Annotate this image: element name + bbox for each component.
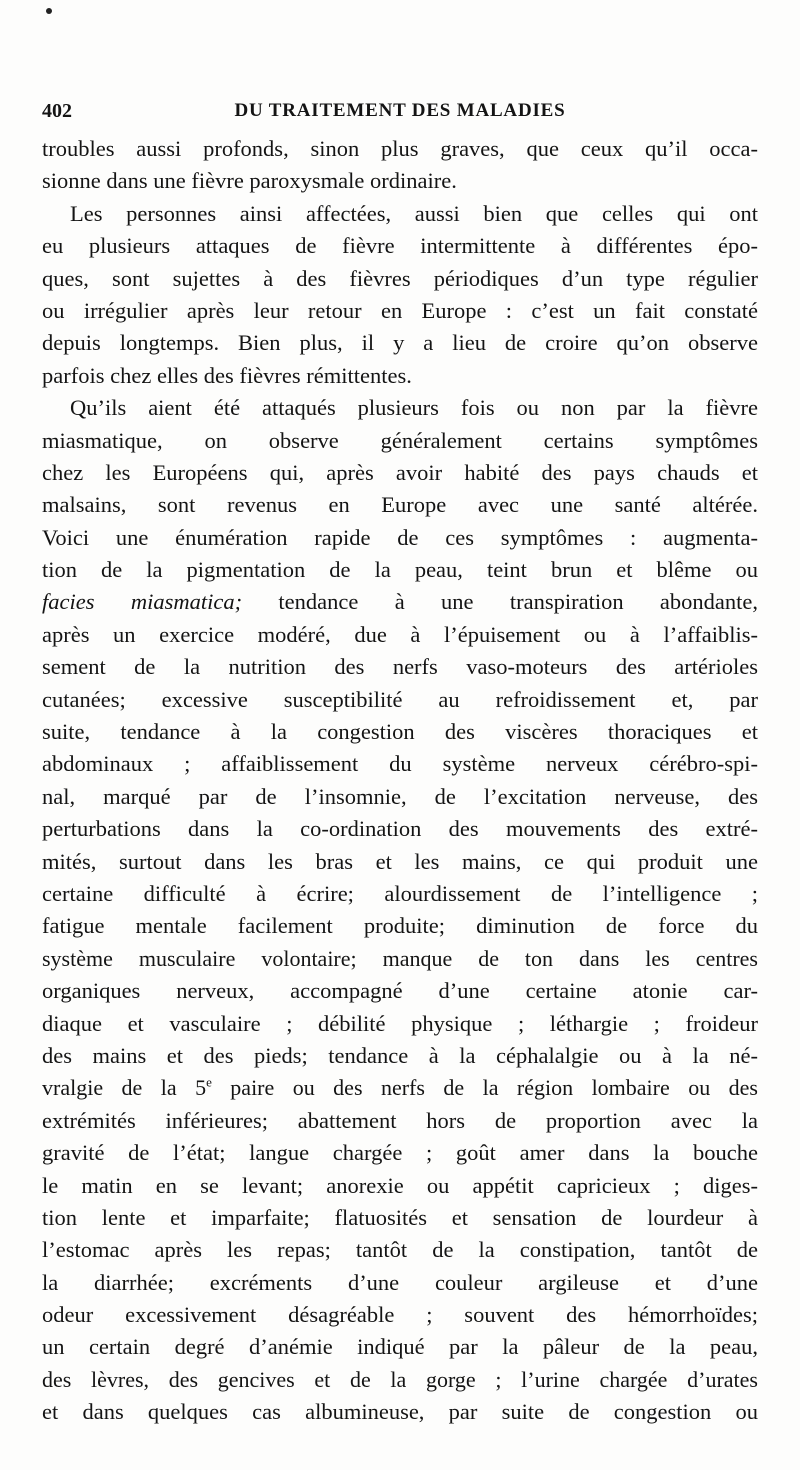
text-line: tion lente et imparfaite; flatuosités et sensation de lourdeur à [42, 1204, 758, 1230]
page-mark [46, 8, 52, 14]
italic-term: facies miasmatica; [42, 589, 243, 615]
text-line: un certain degré d’anémie indiqué par la pâleur de la peau, [42, 1334, 758, 1360]
running-head [42, 100, 758, 124]
text-run: paire ou des nerfs de la région lombaire ou des [211, 1075, 758, 1101]
text-line: sionne dans une fièvre paroxysmale ordinaire. [42, 168, 457, 194]
text-line: ques, sont sujettes à des fièvres périodiques d’un type régulier [42, 265, 758, 291]
text-line: mités, surtout dans les bras et les mains, ce qui produit une [42, 848, 758, 874]
text-line: nal, marqué par de l’insomnie, de l’excitation nerveuse, des [42, 783, 758, 809]
text-line: odeur excessivement désagréable ; souvent des hémorrhoïdes; [42, 1302, 758, 1328]
text-run: vralgie de la 5 [42, 1075, 207, 1101]
body-text [42, 133, 758, 1429]
text-line: des mains et des pieds; tendance à la céphalalgie ou à la né- [42, 1042, 758, 1068]
text-line: fatigue mentale facilement produite; diminution de force du [42, 913, 758, 939]
text-line: chez les Européens qui, après avoir habité des pays chauds et [42, 459, 758, 485]
text-line: suite, tendance à la congestion des viscères thoraciques et [42, 719, 758, 745]
text-line: troubles aussi profonds, sinon plus graves, que ceux qu’il occa- [42, 136, 758, 161]
text-line: Les personnes ainsi affectées, aussi bien que celles qui ont [70, 200, 758, 226]
text-line: malsains, sont revenus en Europe avec une santé altérée. [42, 492, 758, 518]
text-line: après un exercice modéré, due à l’épuisement ou à l’affaiblis- [42, 621, 758, 647]
text-line: tion de la pigmentation de la peau, teint brun et blême ou [42, 557, 758, 583]
text-line: Qu’ils aient été attaqués plusieurs fois ou non par la fièvre [70, 395, 758, 421]
text-line: organiques nerveux, accompagné d’une certaine atonie car- [42, 978, 758, 1004]
text-line: la diarrhée; excréments d’une couleur argileuse et d’une [42, 1269, 758, 1295]
text-line: cutanées; excessive susceptibilité au refroidissement et, par [42, 686, 758, 712]
text-line: des lèvres, des gencives et de la gorge ; l’urine chargée d’urates [42, 1366, 758, 1392]
text-line: diaque et vasculaire ; débilité physique ; léthargie ; froideur [42, 1010, 758, 1036]
page-number: 402 [42, 100, 72, 122]
text-line: ou irrégulier après leur retour en Europe : c’est un fait constaté [42, 297, 758, 323]
text-line: l’estomac après les repas; tantôt de la constipation, tantôt de [42, 1237, 758, 1263]
text-line: système musculaire volontaire; manque de ton dans les centres [42, 945, 758, 971]
superscript: e [206, 1075, 212, 1090]
text-run: tendance à une transpiration abondante, [242, 589, 758, 615]
text-line: et dans quelques cas albumineuse, par suite de congestion ou [42, 1399, 758, 1425]
text-line: perturbations dans la co-ordination des mouvements des extré- [42, 816, 758, 842]
text-line: sement de la nutrition des nerfs vaso-moteurs des artérioles [42, 654, 758, 680]
text-line: Voici une énumération rapide de ces symptômes : augmenta- [42, 524, 758, 550]
running-title: DU TRAITEMENT DES MALADIES [234, 100, 566, 121]
text-line: gravité de l’état; langue chargée ; goût amer dans la bouche [42, 1140, 758, 1166]
text-line: eu plusieurs attaques de fièvre intermittente à différentes épo- [42, 233, 758, 259]
text-line [42, 1072, 758, 1104]
text-line: extrémités inférieures; abattement hors de proportion avec la [42, 1107, 758, 1133]
text-line: depuis longtemps. Bien plus, il y a lieu de croire qu’on observe [42, 330, 758, 356]
text-line: parfois chez elles des fièvres rémittentes. [42, 362, 412, 388]
text-line: abdominaux ; affaiblissement du système nerveux cérébro-spi- [42, 751, 758, 777]
text-line: miasmatique, on observe généralement certains symptômes [42, 427, 758, 453]
text-line: le matin en se levant; anorexie ou appétit capricieux ; diges- [42, 1172, 758, 1198]
text-line: certaine difficulté à écrire; alourdissement de l’intelligence ; [42, 880, 758, 906]
text-line [42, 586, 758, 618]
